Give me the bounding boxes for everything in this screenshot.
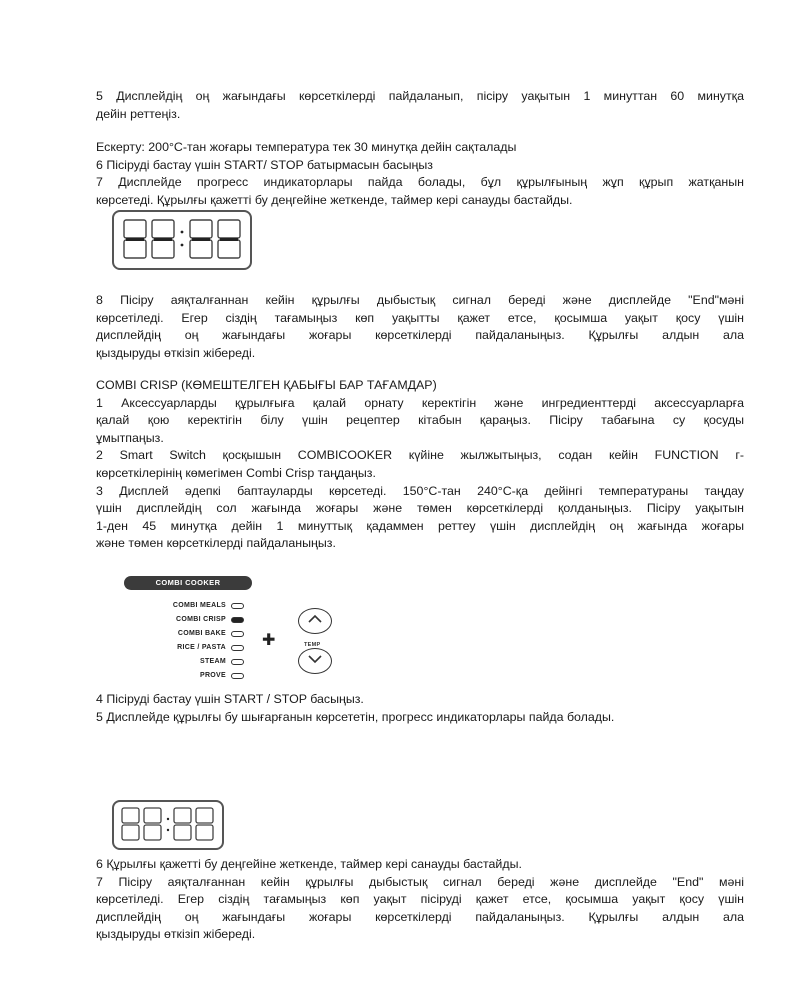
segment-digits-icon bbox=[114, 802, 222, 848]
mode-steam[interactable] bbox=[124, 658, 244, 670]
text-line: 6 Құрылғы қажетті бу деңгейіне жеткенде, таймер кері санауды бастайды. bbox=[96, 857, 522, 871]
text-line: көрсеткілерінің көмегімен Combi Crisp таңдаңыз. bbox=[96, 465, 376, 480]
text-line: көрсетіледі. Егер сіздің тағамыңыз көп уақыт пісіруді қажет етсе, қосымша уақыт қосу үшін bbox=[96, 892, 744, 907]
text-line: қыздыруды өткізіп жібереді. bbox=[96, 345, 256, 360]
text-line: және төмен көрсеткілерді пайдаланыңыз. bbox=[96, 536, 336, 551]
text-line: 1 Аксессуарларды құрылғыға қалай орнату керектігін және ингредиенттерді аксессуарларға bbox=[96, 395, 744, 410]
text-line: үшін дисплейдің сол жағында жоғары және төмен көрсеткілерді қолданыңыз. Пісіру уақытын bbox=[96, 501, 744, 516]
mode-label: COMBI MEALS bbox=[172, 602, 226, 609]
step-8-text bbox=[96, 292, 744, 362]
temp-label: TEMP bbox=[304, 642, 321, 648]
mode-label: PROVE bbox=[199, 672, 226, 679]
step-5-time-text bbox=[96, 88, 744, 123]
steps-6-7-text bbox=[96, 856, 744, 944]
temp-up-button[interactable] bbox=[298, 608, 332, 634]
text-line: 7 Пісіру аяқталғаннан кейін құрылғы дыбыстық сигнал береді және дисплейде "End" мәні bbox=[96, 874, 744, 889]
mode-indicator-icon bbox=[231, 645, 244, 651]
text-line: 5 Дисплейде құрылғы бу шығарғанын көрсететін, прогресс индикаторлары пайда болады. bbox=[96, 709, 615, 724]
steps-4-5-text bbox=[96, 691, 744, 726]
mode-indicator-icon bbox=[231, 603, 244, 609]
chevron-up-icon bbox=[307, 614, 323, 624]
text-line: қыздыруды өткізіп жібереді. bbox=[96, 927, 256, 942]
text-line: көрсетіледі. Егер сіздің тағамыңыз көп уақытты қажет етсе, қосымша уақыт қосу үшін bbox=[96, 310, 744, 325]
text-line: Ескерту: 200°С-тан жоғары температура тек 30 минутқа дейін сақталады bbox=[96, 140, 517, 154]
combi-cooker-panel bbox=[124, 576, 354, 686]
plus-icon: ✚ bbox=[262, 632, 276, 649]
text-line: қалай қою керектігін білу үшін рецептер кітабын қараңыз. Пісіру табағына су қосуды bbox=[96, 413, 744, 428]
mode-indicator-icon bbox=[231, 659, 244, 665]
mode-indicator-active-icon bbox=[231, 617, 244, 623]
mode-label: STEAM bbox=[200, 658, 226, 665]
mode-combi-bake[interactable] bbox=[124, 630, 244, 642]
mode-label: RICE / PASTA bbox=[177, 644, 226, 651]
combi-crisp-section bbox=[96, 377, 744, 553]
text-line: 7 Дисплейде прогресс индикаторлары пайда болады, бұл құрылғының жұп құрып жатқанын bbox=[96, 175, 744, 190]
temp-down-button[interactable] bbox=[298, 648, 332, 674]
text-line: 3 Дисплей әдепкі баптауларды көрсетеді. 150°С-тан 240°С-қа дейінгі температураны таңдау bbox=[96, 483, 744, 498]
text-line: ұмытпаңыз. bbox=[96, 430, 164, 445]
mode-label: COMBI BAKE bbox=[177, 630, 226, 637]
text-line: дисплейдің оң жағындағы жоғары көрсеткілерді пайдаланыңыз. Құрылғы алдын ала bbox=[96, 328, 744, 343]
text-line: 5 Дисплейдің оң жағындағы көрсеткілерді пайдаланып, пісіру уақытын 1 минуттан 60 минутқа bbox=[96, 89, 744, 103]
segment-digits-icon bbox=[114, 212, 250, 268]
note-and-steps-6-7 bbox=[96, 139, 744, 209]
mode-combi-meals[interactable] bbox=[124, 602, 244, 614]
timer-display-icon bbox=[112, 800, 224, 850]
mode-prove[interactable] bbox=[124, 672, 244, 684]
text-line: 1-ден 45 минутқа дейін 1 минуттық қадаммен реттеу үшін дисплейдің оң жағында жоғары bbox=[96, 518, 744, 533]
combi-cooker-title: COMBI COOKER bbox=[124, 576, 252, 590]
mode-label: COMBI CRISP bbox=[176, 616, 226, 623]
text-line: көрсетеді. Құрылғы қажетті бу деңгейіне жеткенде, таймер кері санауды бастайды. bbox=[96, 192, 573, 207]
mode-combi-crisp[interactable] bbox=[124, 616, 244, 628]
mode-rice-pasta[interactable] bbox=[124, 644, 244, 656]
mode-indicator-icon bbox=[231, 673, 244, 679]
text-line: 4 Пісіруді бастау үшін START / STOP басыңыз. bbox=[96, 692, 364, 706]
timer-display-icon bbox=[112, 210, 252, 270]
text-line: 8 Пісіру аяқталғаннан кейін құрылғы дыбыстық сигнал береді және дисплейде "End"мәні bbox=[96, 293, 744, 307]
text-line: 2 Smart Switch қосқышын COMBICOOKER күйіне жылжытыңыз, содан кейін FUNCTION г- bbox=[96, 448, 744, 463]
text-line: дейін реттеңіз. bbox=[96, 106, 181, 121]
section-heading: COMBI CRISP (КӨМЕШТЕЛГЕН ҚАБЫҒЫ БАР ТАҒАМДАР) bbox=[96, 378, 437, 392]
text-line: 6 Пісіруді бастау үшін START/ STOP батырмасын басыңыз bbox=[96, 157, 433, 172]
mode-indicator-icon bbox=[231, 631, 244, 637]
text-line: дисплейдің оң жағындағы жоғары көрсеткілерді пайдаланыңыз. Құрылғы алдын ала bbox=[96, 909, 744, 924]
chevron-down-icon bbox=[307, 654, 323, 664]
